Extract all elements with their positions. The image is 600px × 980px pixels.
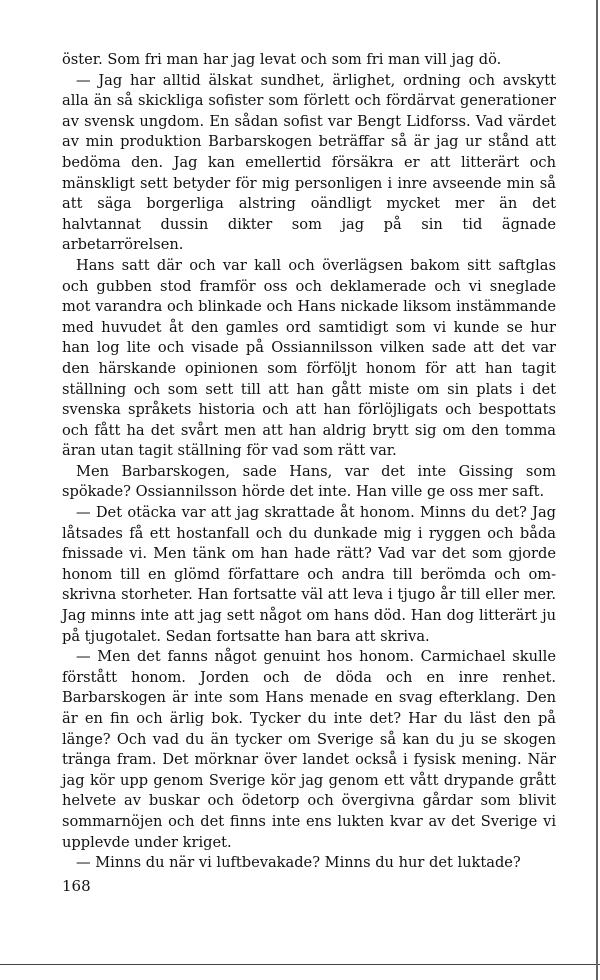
paragraph-6: — Men det fanns något genuint hos honom. Carmichael skulle förstått honom. Jorden och de döda och en inre renhet. Barbarskogen är inte som Hans menade en svag efterklang. Den är en fin och ärlig bok. Tycker du inte det? Har du läst den på länge? Och vad du än tycker om Sverige så kan du ju se skogen tränga fram. Det mörknar över landet också i fysisk mening. När jag kör upp genom Sverige kör jag genom ett vått drypande grått helvete av buskar och ödetorp och övergivna gårdar som blivit sommarnöjen och det finns inte ens lukten kvar av det Sverige vi upplevde under kriget.	[62, 648, 556, 851]
paragraph-5: — Det otäcka var att jag skrattade åt honom. Minns du det? Jag låtsades få ett hostanfall och du dunkade mig i ryggen och båda fnissade vi. Men tänk om han hade rätt? Vad var det som gjorde honom till en glömd författare och andra till berömda och omskrivna storheter. Han fortsatte väl att leva i tjugo år till eller mer. Jag minns inte att jag sett något om hans död. Han dog litterärt ju på tjugotalet. Sedan fortsatte han bara att skriva.	[62, 504, 556, 645]
paragraph-4: Men Barbarskogen, sade Hans, var det inte Gissing som spökade? Ossiannilsson hörde det inte. Han ville ge oss mer saft.	[62, 462, 556, 501]
page-number: 168	[62, 877, 91, 895]
paragraph-3: Hans satt där och var kall och överlägsen bakom sitt saftglas och gubben stod framför oss och deklamerade och vi sneglade mot varandra och blinkade och Hans nickade liksom instämmande med huvudet åt den gamles ord samtidigt som vi kunde se hur han log lite och visade på Ossiannilsson vilken sade att det var den härskande opinionen som förföljt honom för att han tagit ställning och som sett till att han gått miste om sin plats i det svenska språkets historia och att han förlöjligats och bespottats och fått ha det svårt men att han aldrig brytt sig om den tomma äran utan tagit ställning för vad som rätt var.	[62, 256, 556, 460]
paragraph-2: — Jag har alltid älskat sundhet, ärlighet, ordning och avskytt alla än så skickliga sofister som förlett och fördärvat generationer av svensk ungdom. En sådan sofist var Bengt Lidforss. Vad värdet av min produktion Barbarskogen beträffar så är jag ur stånd att bedöma den. Jag kan emellertid försäkra er att litterärt och mänskligt sett betyder för mig personligen i inre avseende min så att säga borgerliga alstring oändligt mycket mer än det halvtannat dussin dikter som jag på sin tid ägnade arbetarrörelsen.	[62, 71, 556, 254]
paragraph-1: öster. Som fri man har jag levat och som fri man vill jag dö.	[62, 51, 502, 68]
page-body	[62, 50, 556, 874]
scan-right-edge	[596, 0, 598, 980]
paragraph-7: — Minns du när vi luftbevakade? Minns du hur det luktade?	[76, 854, 521, 872]
scan-bottom-edge	[0, 964, 600, 965]
